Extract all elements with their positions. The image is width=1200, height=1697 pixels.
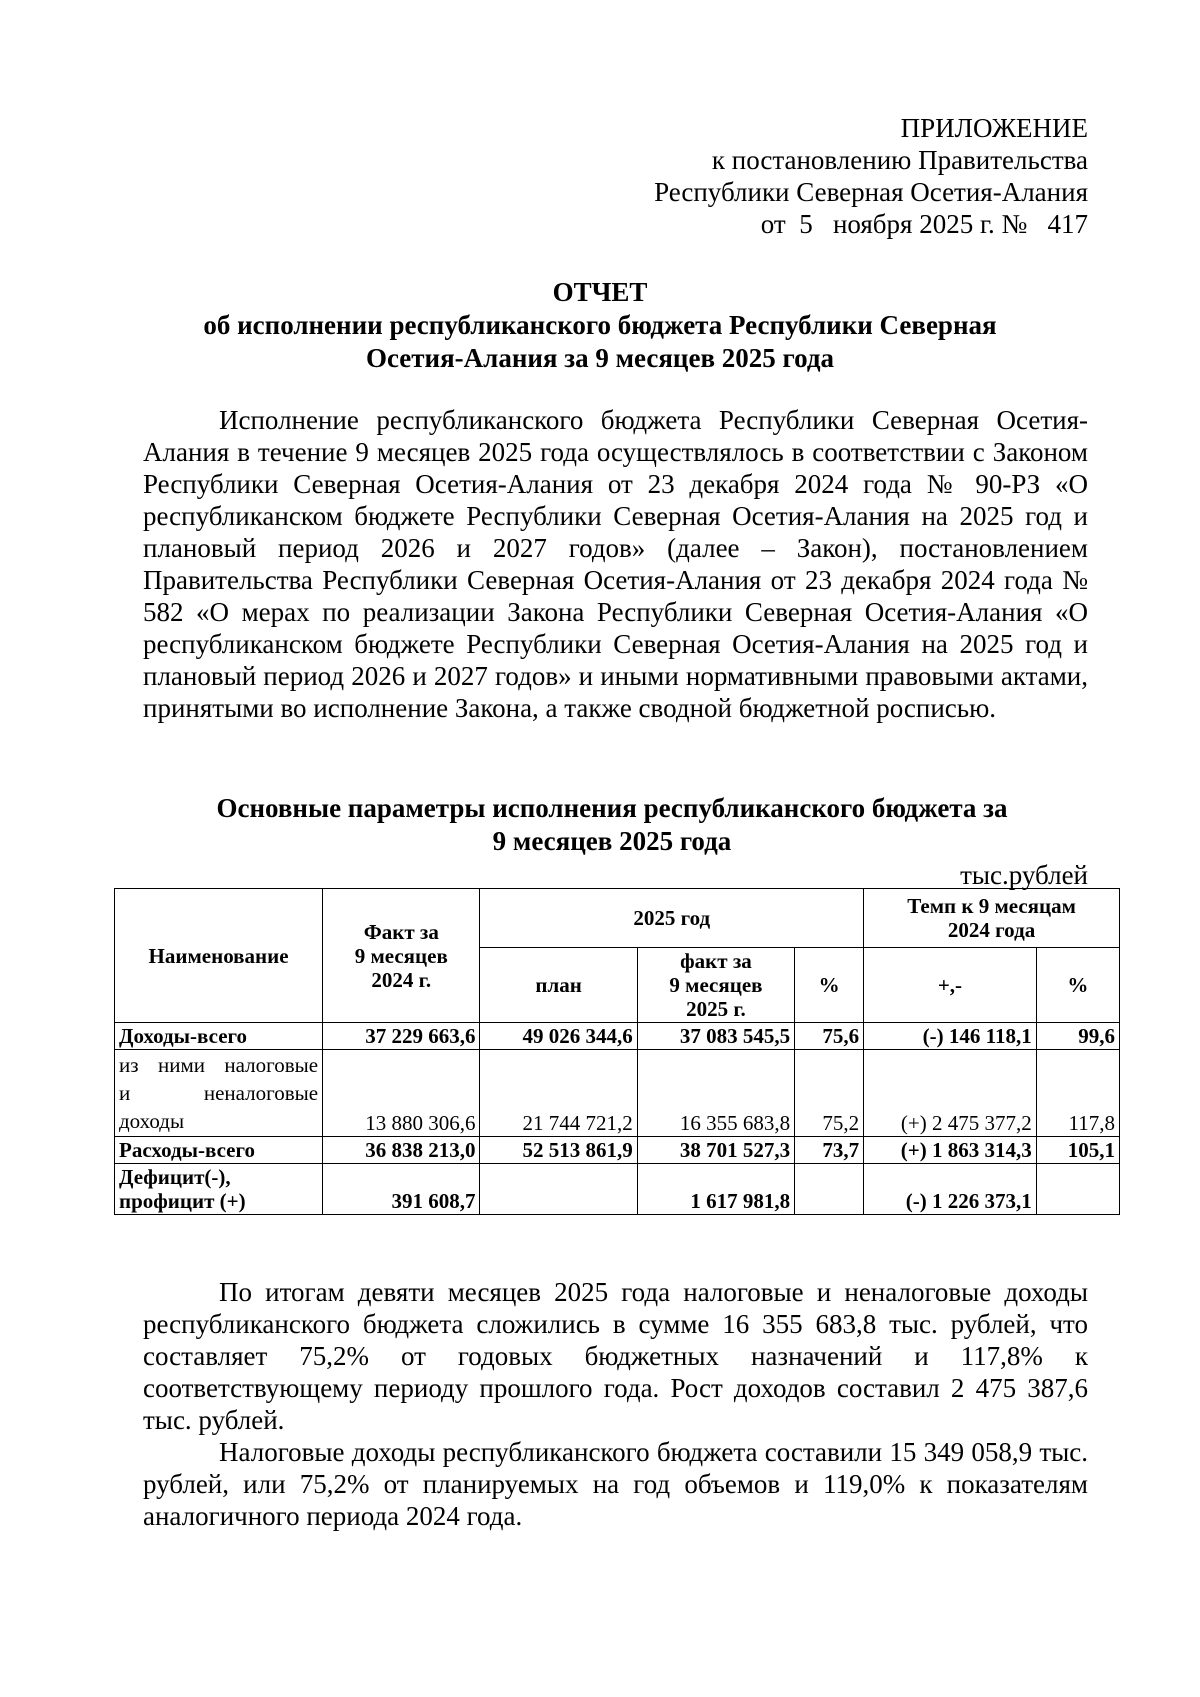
header-text: Факт за — [363, 919, 439, 944]
cell-diff: (+) 1 863 314,3 — [864, 1137, 1037, 1164]
cell-percent-2: 99,6 — [1036, 1023, 1119, 1050]
header-plan: план — [480, 948, 637, 1023]
cell-percent-2: 105,1 — [1036, 1137, 1119, 1164]
table-row — [115, 1023, 1120, 1050]
header-percent: % — [795, 948, 864, 1023]
header-text: 2025 г. — [686, 997, 746, 1021]
cell-plan: 21 744 721,2 — [480, 1050, 637, 1137]
header-fact-2025 — [637, 948, 794, 1023]
cell-fact-2024: 36 838 213,0 — [323, 1137, 480, 1164]
cell-percent-2: 117,8 — [1036, 1050, 1119, 1137]
units-label: тыс.рублей — [960, 860, 1088, 890]
annex-line: к постановлению Правительства — [711, 145, 1088, 175]
report-title-line: Осетия-Алания за 9 месяцев 2025 года — [365, 343, 835, 373]
header-tempo — [864, 889, 1120, 948]
row-name-line: профицит (+) — [119, 1189, 246, 1213]
row-name: Расходы-всего — [115, 1137, 323, 1164]
table-title — [112, 792, 1112, 858]
cell-fact-2025: 38 701 527,3 — [637, 1137, 794, 1164]
report-title-line: об исполнении республиканского бюджета Республики Северная — [203, 310, 997, 340]
header-year-2025: 2025 год — [480, 889, 864, 948]
row-name — [115, 1164, 323, 1215]
cell-fact-2025: 37 083 545,5 — [637, 1023, 794, 1050]
header-text: факт за — [680, 949, 752, 973]
header-fact-2024 — [323, 889, 480, 1023]
row-name-line: из ними налоговые — [119, 1053, 319, 1077]
cell-percent — [795, 1164, 864, 1215]
intro-paragraph: Исполнение республиканского бюджета Республики Северная Осетия-Алания в течение 9 месяцев 2025 года осуществлялось в соответствии с Законом Республики Северная Осетия-Алания от 23 декабря 2024 года № 90-РЗ «О республиканском бюджете Республики Северная Осетия-Алания на 2025 год и плановый период 2026 и 2027 годов» (далее – Закон), постановлением Правительства Республики Северная Осетия-Алания от 23 декабря 2024 года № 582 «О мерах по реализации Закона Республики Северная Осетия-Алания «О республиканском бюджете Республики Северная Осетия-Алания на 2025 год и плановый период 2026 и 2027 годов» и иными нормативными правовыми актами, принятыми во исполнение Закона, а также сводной бюджетной росписью. — [143, 405, 1088, 723]
header-text: 2024 г. — [371, 967, 432, 992]
header-text: 9 месяцев — [354, 943, 448, 968]
cell-percent: 75,2 — [795, 1050, 864, 1137]
table-title-line: Основные параметры исполнения республиканского бюджета за — [216, 793, 1008, 823]
table-row — [115, 1164, 1120, 1215]
cell-plan: 49 026 344,6 — [480, 1023, 637, 1050]
header-percent-2: % — [1036, 948, 1119, 1023]
cell-plan: 52 513 861,9 — [480, 1137, 637, 1164]
table-title-line: 9 месяцев 2025 года — [492, 826, 732, 856]
summary-paragraph-2: Налоговые доходы республиканского бюджета составили 15 349 058,9 тыс. рублей, или 75,2% от планируемых на год объемов и 119,0% к показателям аналогичного периода 2024 года. — [143, 1437, 1088, 1531]
budget-params-table — [114, 888, 1120, 1215]
table-row — [115, 1137, 1120, 1164]
cell-fact-2024: 13 880 306,6 — [323, 1050, 480, 1137]
row-name-line: доходы — [119, 1109, 185, 1133]
annex-heading: ПРИЛОЖЕНИЕ — [900, 113, 1088, 143]
row-name — [115, 1050, 323, 1137]
row-name-line: Дефицит(-), — [119, 1165, 231, 1189]
cell-percent-2 — [1036, 1164, 1119, 1215]
cell-fact-2024: 37 229 663,6 — [323, 1023, 480, 1050]
cell-diff: (+) 2 475 377,2 — [864, 1050, 1037, 1137]
header-text: 2024 года — [947, 918, 1036, 942]
annex-block — [654, 112, 1088, 240]
cell-plan — [480, 1164, 637, 1215]
header-text: 9 месяцев — [669, 973, 763, 997]
header-diff: +,- — [864, 948, 1037, 1023]
row-name-line: и неналоговые — [119, 1081, 319, 1105]
cell-fact-2024: 391 608,7 — [323, 1164, 480, 1215]
table-header-row — [115, 889, 1120, 948]
header-name: Наименование — [115, 889, 323, 1023]
cell-fact-2025: 1 617 981,8 — [637, 1164, 794, 1215]
header-text: Темп к 9 месяцам — [907, 894, 1076, 918]
cell-fact-2025: 16 355 683,8 — [637, 1050, 794, 1137]
cell-diff: (-) 1 226 373,1 — [864, 1164, 1037, 1215]
annex-line: Республики Северная Осетия-Алания — [654, 177, 1088, 207]
cell-diff: (-) 146 118,1 — [864, 1023, 1037, 1050]
cell-percent: 75,6 — [795, 1023, 864, 1050]
row-name: Доходы-всего — [115, 1023, 323, 1050]
table-row — [115, 1050, 1120, 1137]
report-title — [112, 276, 1088, 375]
report-title-main: ОТЧЕТ — [552, 277, 648, 307]
cell-percent: 73,7 — [795, 1137, 864, 1164]
annex-date-number: от 5 ноября 2025 г. № 417 — [760, 209, 1088, 239]
summary-paragraph-1: По итогам девяти месяцев 2025 года налоговые и неналоговые доходы республиканского бюджета сложились в сумме 16 355 683,8 тыс. рублей, что составляет 75,2% от годовых бюджетных назначений и 117,8% к соответствующему периоду прошлого года. Рост доходов составил 2 475 387,6 тыс. рублей. — [143, 1277, 1088, 1435]
